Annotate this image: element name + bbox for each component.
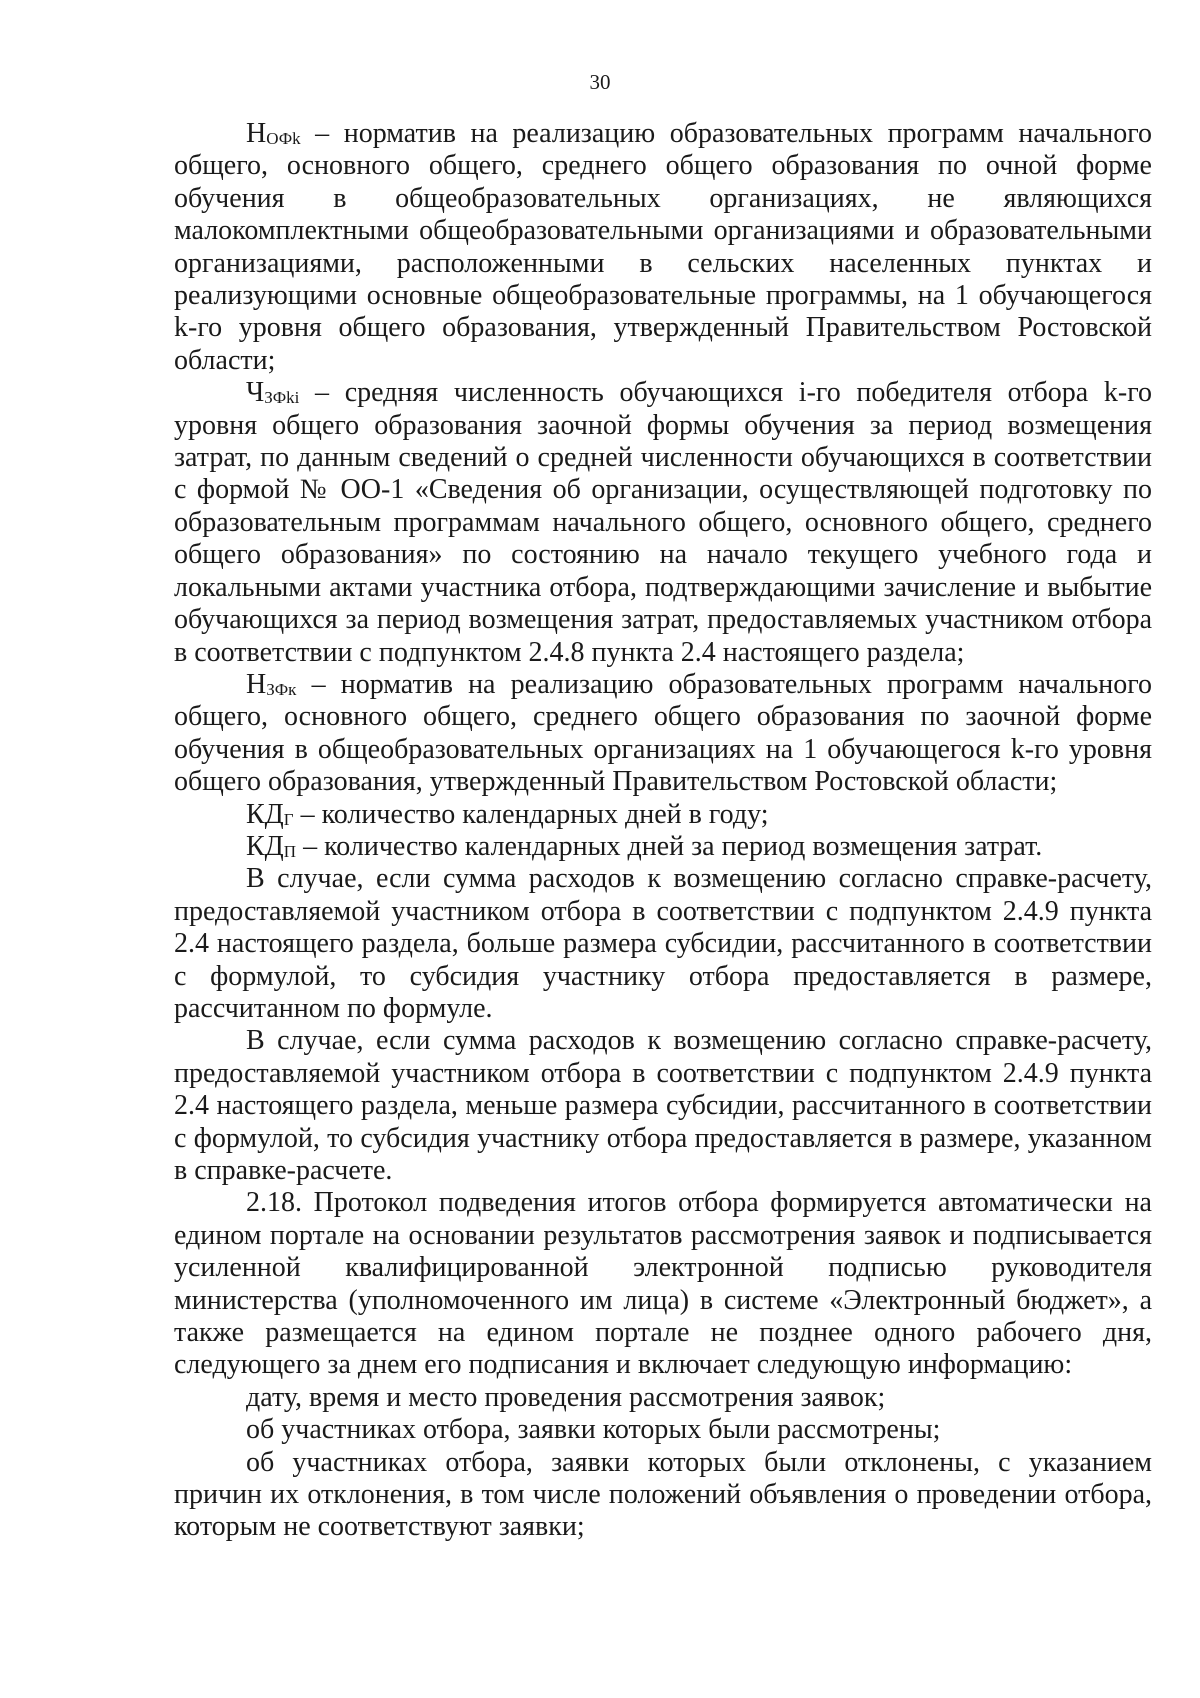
document-body	[174, 118, 1152, 1544]
definition-n-zfk	[174, 669, 1152, 799]
definition-symbol: КД	[246, 830, 284, 862]
definition-kd-g	[174, 799, 1152, 831]
definition-subscript: ЗФki	[264, 388, 300, 408]
definition-symbol: КД	[246, 798, 284, 830]
definition-n-ofk	[174, 118, 1152, 377]
definition-symbol: Н	[246, 118, 267, 149]
definition-text: – норматив на реализацию образовательных программ начального общего, основного общего, среднего общего образования по заочной форме обучения в общеобразовательных организациях на 1 обучающегося k-го уровня общего образования, утвержденный Правительством Ростовской области;	[174, 668, 1152, 798]
paragraph-expenses-less: В случае, если сумма расходов к возмещению согласно справке-расчету, предоставляемой участником отбора в соответствии с подпунктом 2.4.9 пункта 2.4 настоящего раздела, меньше размера субсидии, рассчитанного в соответствии с формулой, то субсидия участнику отбора предоставляется в размере, указанном в справке-расчете.	[174, 1025, 1152, 1186]
list-item-reviewed-participants: об участниках отбора, заявки которых были рассмотрены;	[246, 1414, 941, 1446]
definition-symbol: Н	[246, 668, 267, 700]
definition-text: – количество календарных дней в году;	[293, 798, 769, 830]
definition-kd-p	[174, 831, 1152, 863]
list-item-review-date: дату, время и место проведения рассмотрения заявок;	[246, 1381, 886, 1413]
definition-text: – норматив на реализацию образовательных программ начального общего, основного общего, среднего общего образования по очной форме обучения в общеобразовательных организациях, не являющихся малокомплектными общеобразовательными организациями и образовательными организациями, расположенными в сельских населенных пунктах и реализующими основные общеобразовательные программы, на 1 обучающегося k-го уровня общего образования, утвержденный Правительством Ростовской области;	[174, 118, 1152, 376]
definition-symbol: Ч	[246, 377, 265, 409]
paragraph-expenses-greater: В случае, если сумма расходов к возмещению согласно справке-расчету, предоставляемой участником отбора в соответствии с подпунктом 2.4.9 пункта 2.4 настоящего раздела, больше размера субсидии, рассчитанного в соответствии с формулой, то субсидия участнику отбора предоставляется в размере, рассчитанном по формуле.	[174, 863, 1152, 1024]
page-number: 30	[589, 70, 611, 94]
list-item-rejected-participants: об участниках отбора, заявки которых были отклонены, с указанием причин их отклонения, в том числе положений объявления о проведении отбора, которым не соответствуют заявки;	[174, 1446, 1152, 1543]
definition-subscript: ЗФк	[266, 679, 297, 699]
definition-text: – средняя численность обучающихся i-го победителя отбора k-го уровня общего образования заочной формы обучения за период возмещения затрат, по данным сведений о средней численности обучающихся в соответствии с формой № ОО-1 «Сведения об организации, осуществляющей подготовку по образовательным программам начального общего, основного общего, среднего общего образования» по состоянию на начало текущего учебного года и локальными актами участника отбора, подтверждающими зачисление и выбытие обучающихся за период возмещения затрат, предоставляемых участником отбора в соответствии с подпунктом 2.4.8 пункта 2.4 настоящего раздела;	[174, 377, 1152, 668]
definition-subscript: П	[283, 841, 297, 861]
definition-subscript: Г	[283, 809, 294, 829]
definition-subscript: ОФk	[266, 129, 301, 148]
definition-ch-zfki	[174, 377, 1152, 669]
definition-text: – количество календарных дней за период возмещения затрат.	[296, 830, 1043, 862]
paragraph-protocol-2-18: 2.18. Протокол подведения итогов отбора формируется автоматически на едином портале на основании результатов рассмотрения заявок и подписывается усиленной квалифицированной электронной подписью руководителя министерства (уполномоченного им лица) в системе «Электронный бюджет», а также размещается на едином портале не позднее одного рабочего дня, следующего за днем его подписания и включает следующую информацию:	[174, 1187, 1152, 1381]
